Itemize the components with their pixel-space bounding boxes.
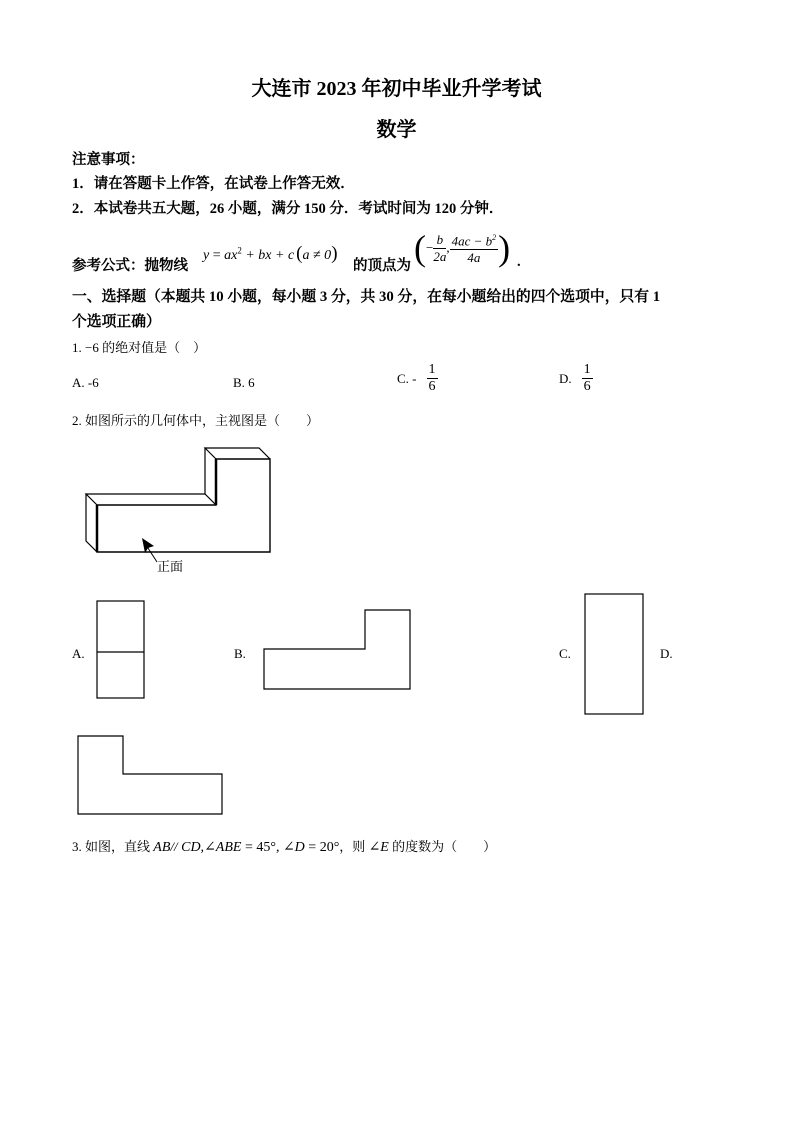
eq-cond-open: ( bbox=[296, 243, 303, 264]
eq-square: 2 bbox=[237, 245, 242, 256]
subject-title: 数学 bbox=[376, 119, 417, 141]
q2-option-a[interactable]: A. bbox=[72, 646, 85, 661]
question-3-stem bbox=[72, 836, 496, 856]
q3-suffix-2: 的度数为（ ） bbox=[388, 839, 497, 854]
notice-item-1: 1．请在答题卡上作答，在试卷上作答无效． bbox=[72, 176, 355, 192]
eq-equals: = bbox=[209, 248, 225, 263]
vertex-y-num-main: 4ac − b bbox=[451, 233, 493, 249]
question-1-stem: 1. −6 的绝对值是（ ） bbox=[72, 340, 207, 355]
section1-heading-line1: 一、选择题（本题共 10 小题，每小题 3 分，共 30 分，在每小题给出的四个选项中，只有 1 bbox=[72, 289, 661, 305]
frac-num: 1 bbox=[428, 362, 436, 377]
q3-cd: CD, bbox=[177, 840, 205, 855]
vertex-x-num: b bbox=[433, 232, 446, 249]
notice-item-2: 2．本试卷共五大题，26 小题，满分 150 分．考试时间为 120 分钟． bbox=[72, 201, 504, 217]
exam-title: 大连市 2023 年初中毕业升学考试 bbox=[251, 78, 542, 100]
q1-option-d-label: D. bbox=[559, 370, 572, 386]
eq-y: y bbox=[203, 248, 210, 263]
frac-den: 6 bbox=[428, 379, 436, 394]
q2-option-d[interactable]: D. bbox=[660, 646, 673, 661]
q3-suffix-1: ，则 bbox=[339, 839, 369, 854]
q3-angle-d: ∠D bbox=[282, 840, 305, 855]
vertex-x-den: 2a bbox=[433, 248, 447, 264]
q3-eq1: = 45°, bbox=[241, 840, 283, 855]
eq-cond-close: ) bbox=[331, 243, 338, 264]
eq-rest: + bx + c bbox=[241, 248, 295, 263]
vertex-close-paren: ) bbox=[498, 228, 511, 268]
vertex-neg: − bbox=[426, 240, 434, 255]
vertex-open-paren: ( bbox=[414, 228, 426, 268]
vertex-comma: , bbox=[446, 240, 450, 255]
q3-angle-e: ∠E bbox=[368, 840, 389, 855]
frac-den: 6 bbox=[583, 379, 591, 394]
vertex-label: 的顶点为 bbox=[353, 258, 411, 274]
q1-option-b[interactable]: B. 6 bbox=[233, 375, 255, 390]
question-2-stem: 2. 如图所示的几何体中，主视图是（ ） bbox=[72, 413, 320, 428]
frac-num: 1 bbox=[583, 362, 591, 377]
formula-label: 参考公式：抛物线 bbox=[72, 258, 188, 274]
eq-cond: a ≠ 0 bbox=[302, 248, 332, 263]
eq-ax: ax bbox=[224, 248, 238, 263]
formula-end-period: . bbox=[517, 254, 521, 270]
q3-parallel: // bbox=[170, 839, 178, 854]
q1-option-a[interactable]: A. -6 bbox=[72, 375, 99, 390]
q2-option-c[interactable]: C. bbox=[559, 646, 571, 661]
q3-eq2: = 20° bbox=[304, 840, 340, 855]
notice-heading: 注意事项： bbox=[72, 152, 145, 168]
vertex-y-den: 4a bbox=[467, 250, 481, 266]
front-view-label: 正面 bbox=[157, 559, 184, 574]
q3-prefix: 3. 如图，直线 bbox=[72, 839, 154, 854]
section1-heading-line2: 个选项正确） bbox=[72, 314, 161, 330]
q2-option-b[interactable]: B. bbox=[234, 646, 246, 661]
q3-angle-abe: ∠ABE bbox=[204, 840, 242, 855]
q1-option-c-label: C. - bbox=[397, 370, 417, 386]
vertex-y-num-sup: 2 bbox=[492, 232, 497, 242]
q3-ab: AB bbox=[153, 840, 171, 855]
